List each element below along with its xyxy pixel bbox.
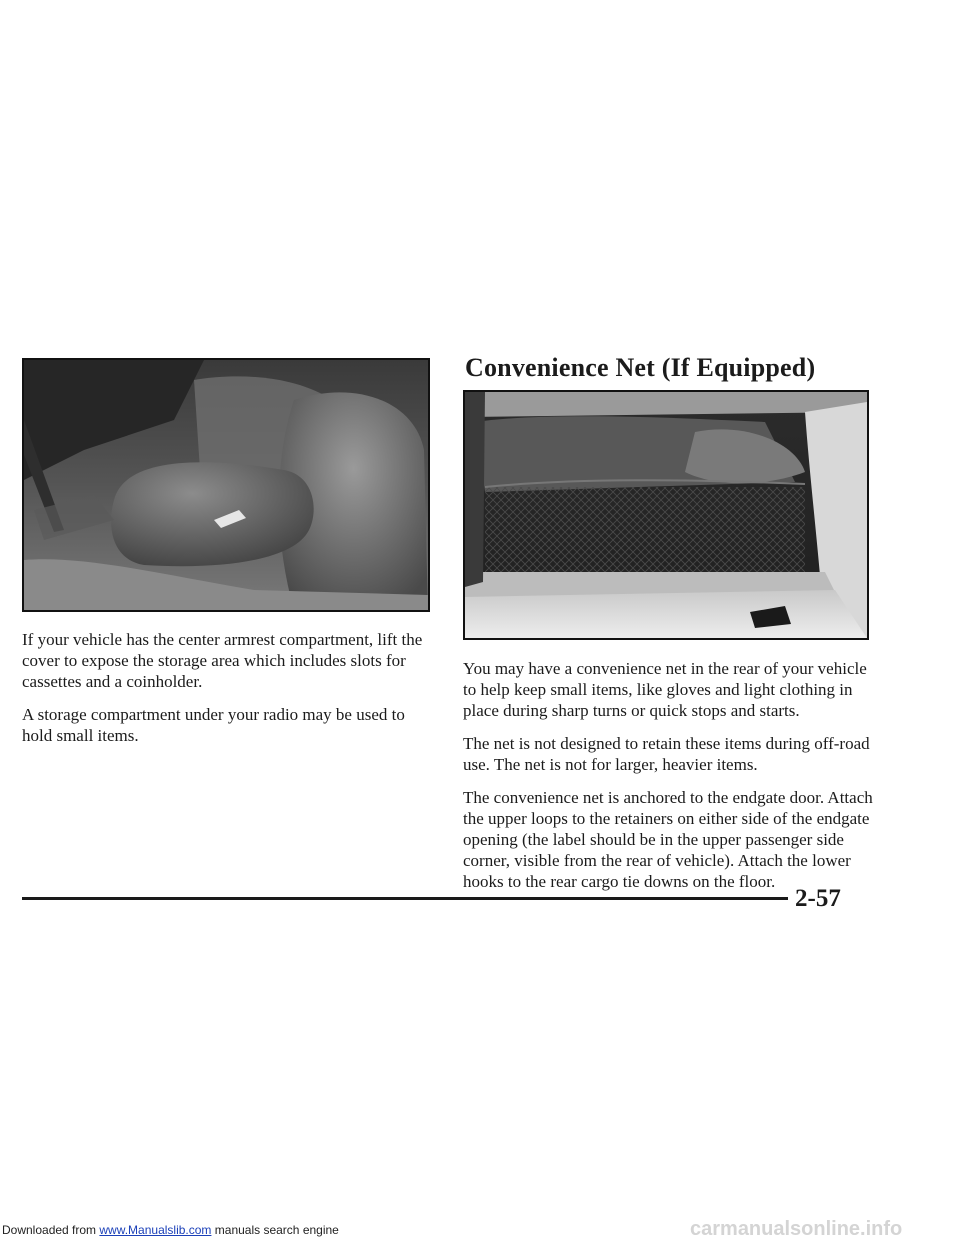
- armrest-compartment-photo: [22, 358, 430, 612]
- watermark: carmanualsonline.info: [690, 1218, 903, 1240]
- banner-prefix: Downloaded from: [2, 1223, 100, 1237]
- manualslib-link[interactable]: www.Manualslib.com: [99, 1223, 212, 1237]
- left-column-text: [22, 629, 432, 758]
- download-banner: [2, 1222, 339, 1238]
- convenience-net-photo: [463, 390, 869, 640]
- armrest-compartment-paragraph: If your vehicle has the center armrest compartment, lift the cover to expose the storage area which includes slots for cassettes and a coinholder.: [22, 630, 423, 691]
- right-column-text: [463, 658, 873, 904]
- net-installation-paragraph: The convenience net is anchored to the endgate door. Attach the upper loops to the retainers on either side of the endgate opening (the label should be in the upper passenger side corner, visible from the rear of vehicle). Attach the lower hooks to the rear cargo tie downs on the floor.: [463, 788, 873, 891]
- section-heading: Convenience Net (If Equipped): [465, 353, 816, 382]
- footer-rule: [22, 897, 788, 900]
- page-number: 2-57: [795, 885, 841, 912]
- radio-storage-paragraph: A storage compartment under your radio may be used to hold small items.: [22, 705, 405, 745]
- banner-suffix: manuals search engine: [211, 1223, 339, 1237]
- net-intro-paragraph: You may have a convenience net in the rear of your vehicle to help keep small items, like gloves and light clothing in place during sharp turns or quick stops and starts.: [463, 659, 867, 720]
- net-limitations-paragraph: The net is not designed to retain these items during off-road use. The net is not for larger, heavier items.: [463, 734, 870, 774]
